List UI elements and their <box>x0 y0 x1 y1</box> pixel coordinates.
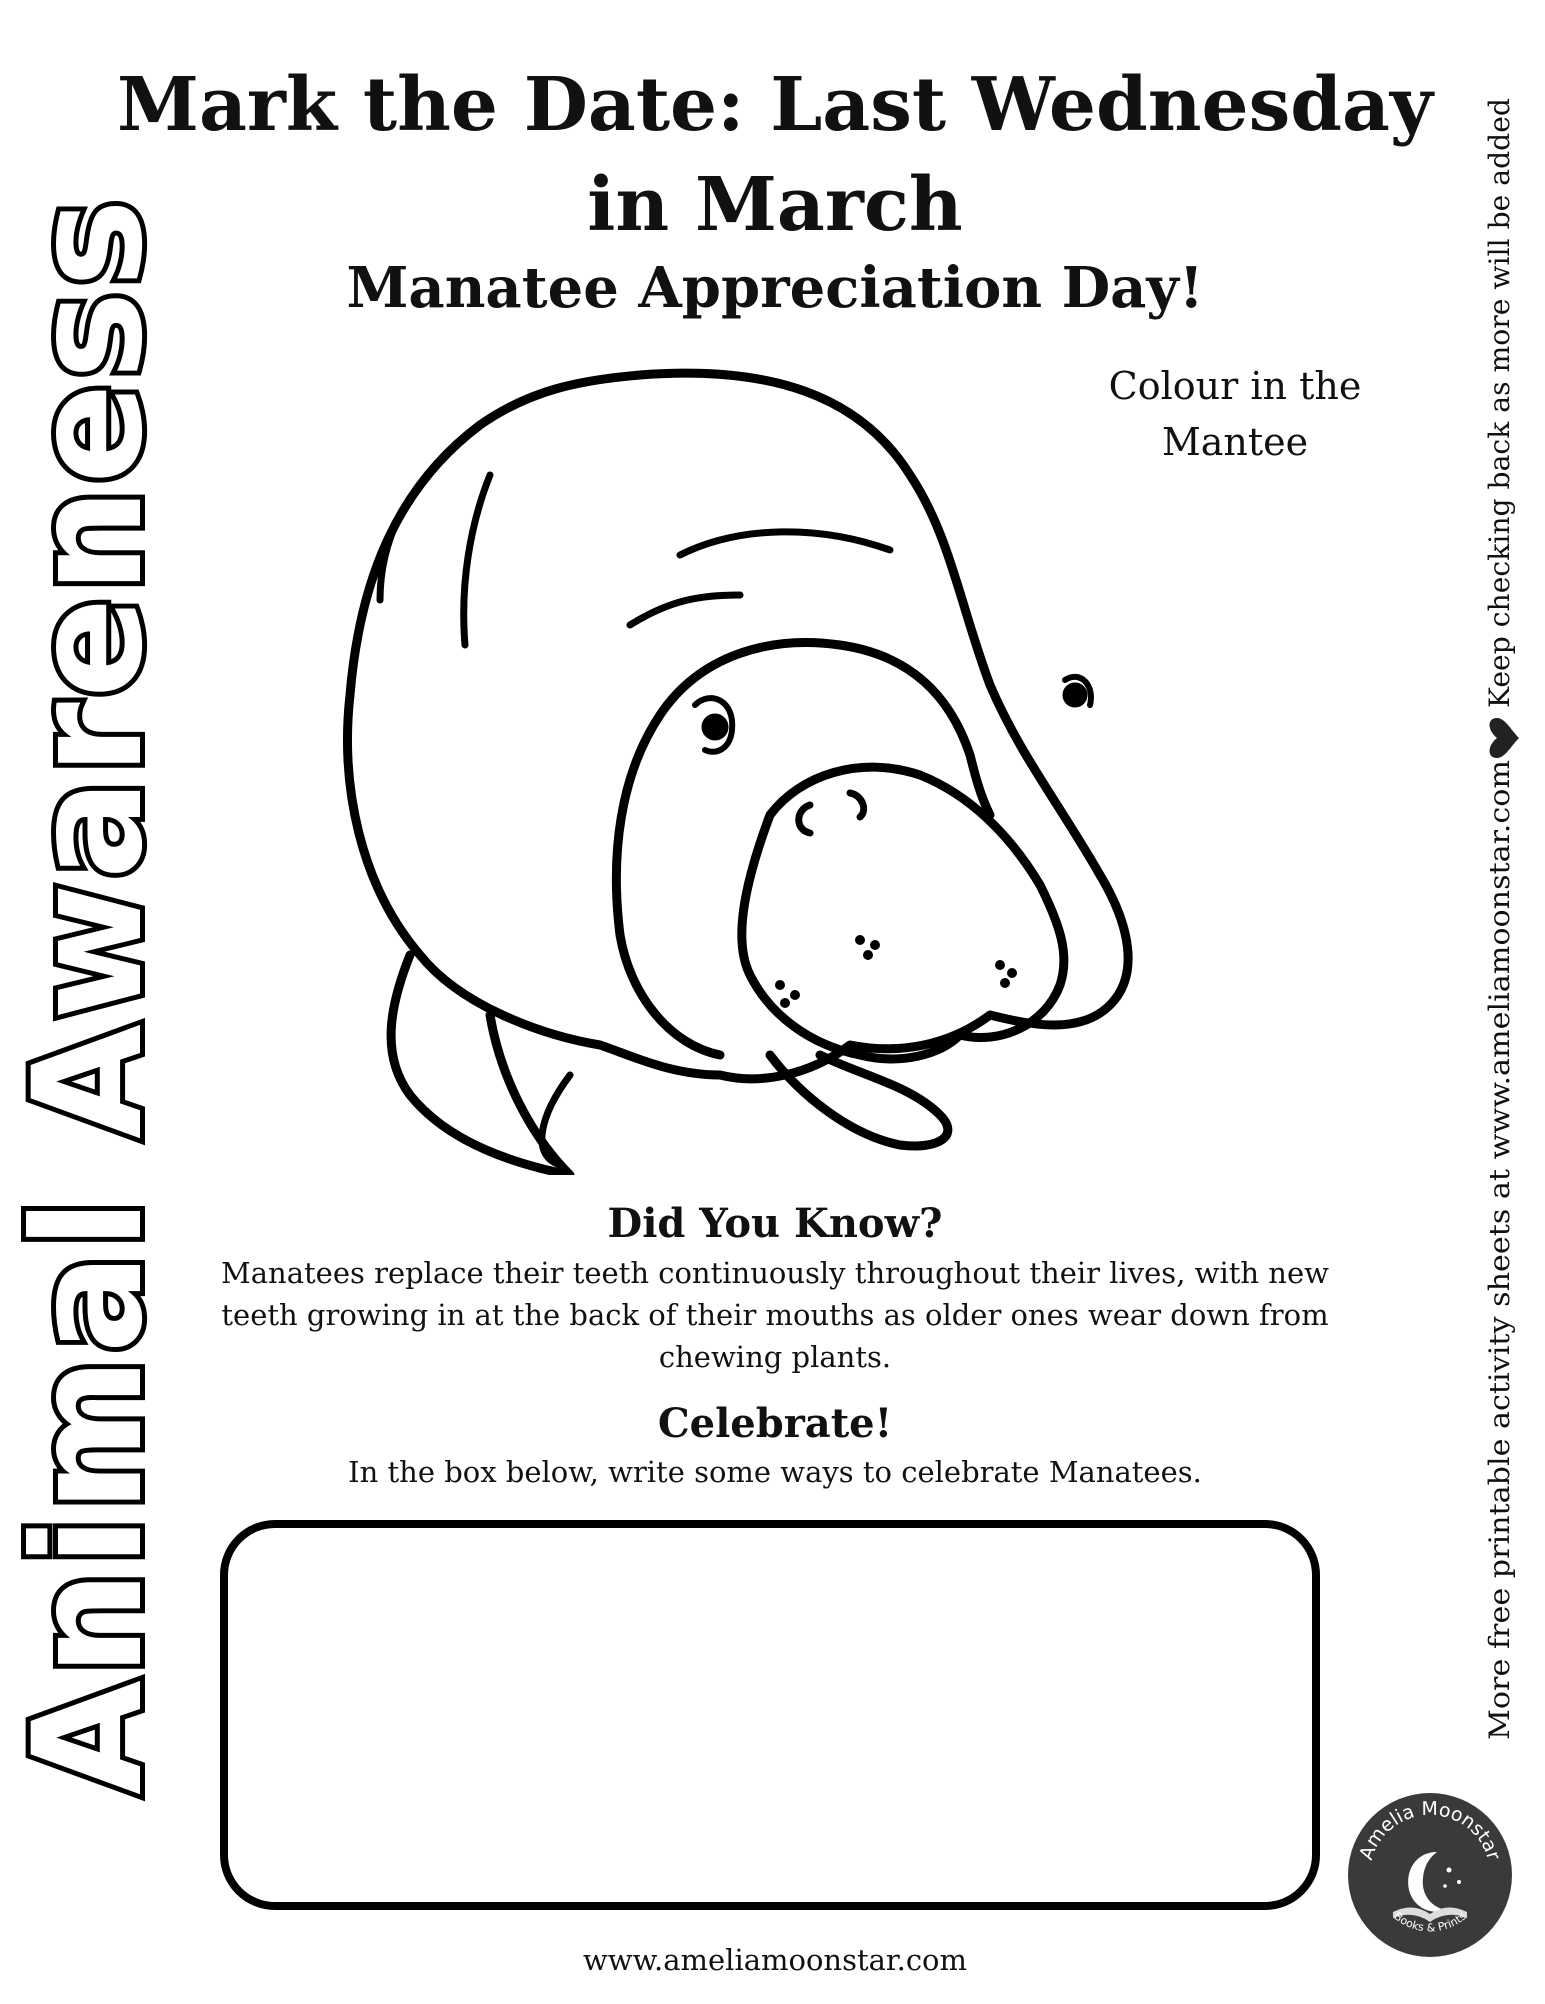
footer-url: www.ameliamoonstar.com <box>582 1943 968 1977</box>
page-subtitle: Manatee Appreciation Day! <box>346 255 1204 321</box>
logo-tagline: Books & Prints <box>1391 1909 1469 1935</box>
heart-icon <box>1490 718 1520 758</box>
writing-box[interactable] <box>220 1520 1320 1910</box>
right-note-text-after: Keep checking back as more will be added <box>1483 102 1516 708</box>
colour-instruction: Colour in the Mantee <box>1108 364 1362 464</box>
side-banner-text: Animal Awareness <box>2 176 176 1795</box>
amelia-moonstar-logo <box>1345 1790 1515 1960</box>
manatee-illustration <box>340 355 1170 1175</box>
celebrate-heading: Celebrate! <box>657 1400 893 1447</box>
logo-name: Amelia Moonstar <box>1355 1797 1505 1863</box>
right-side-note <box>1467 60 1527 1760</box>
celebrate-instruction: In the box below, write some ways to celebrate Manatees. <box>348 1455 1202 1489</box>
right-note-text-before: More free printable activity sheets at www.ameliamoonstar.com <box>1483 830 1516 1740</box>
did-you-know-text: Manatees replace their teeth continuously throughout their lives, with new teeth growing in at the back of their mouths as older ones wear down from chewing plants. <box>221 1256 1329 1374</box>
page-title: Mark the Date: Last Wednesday in March <box>117 62 1433 248</box>
did-you-know-heading: Did You Know? <box>607 1200 943 1247</box>
